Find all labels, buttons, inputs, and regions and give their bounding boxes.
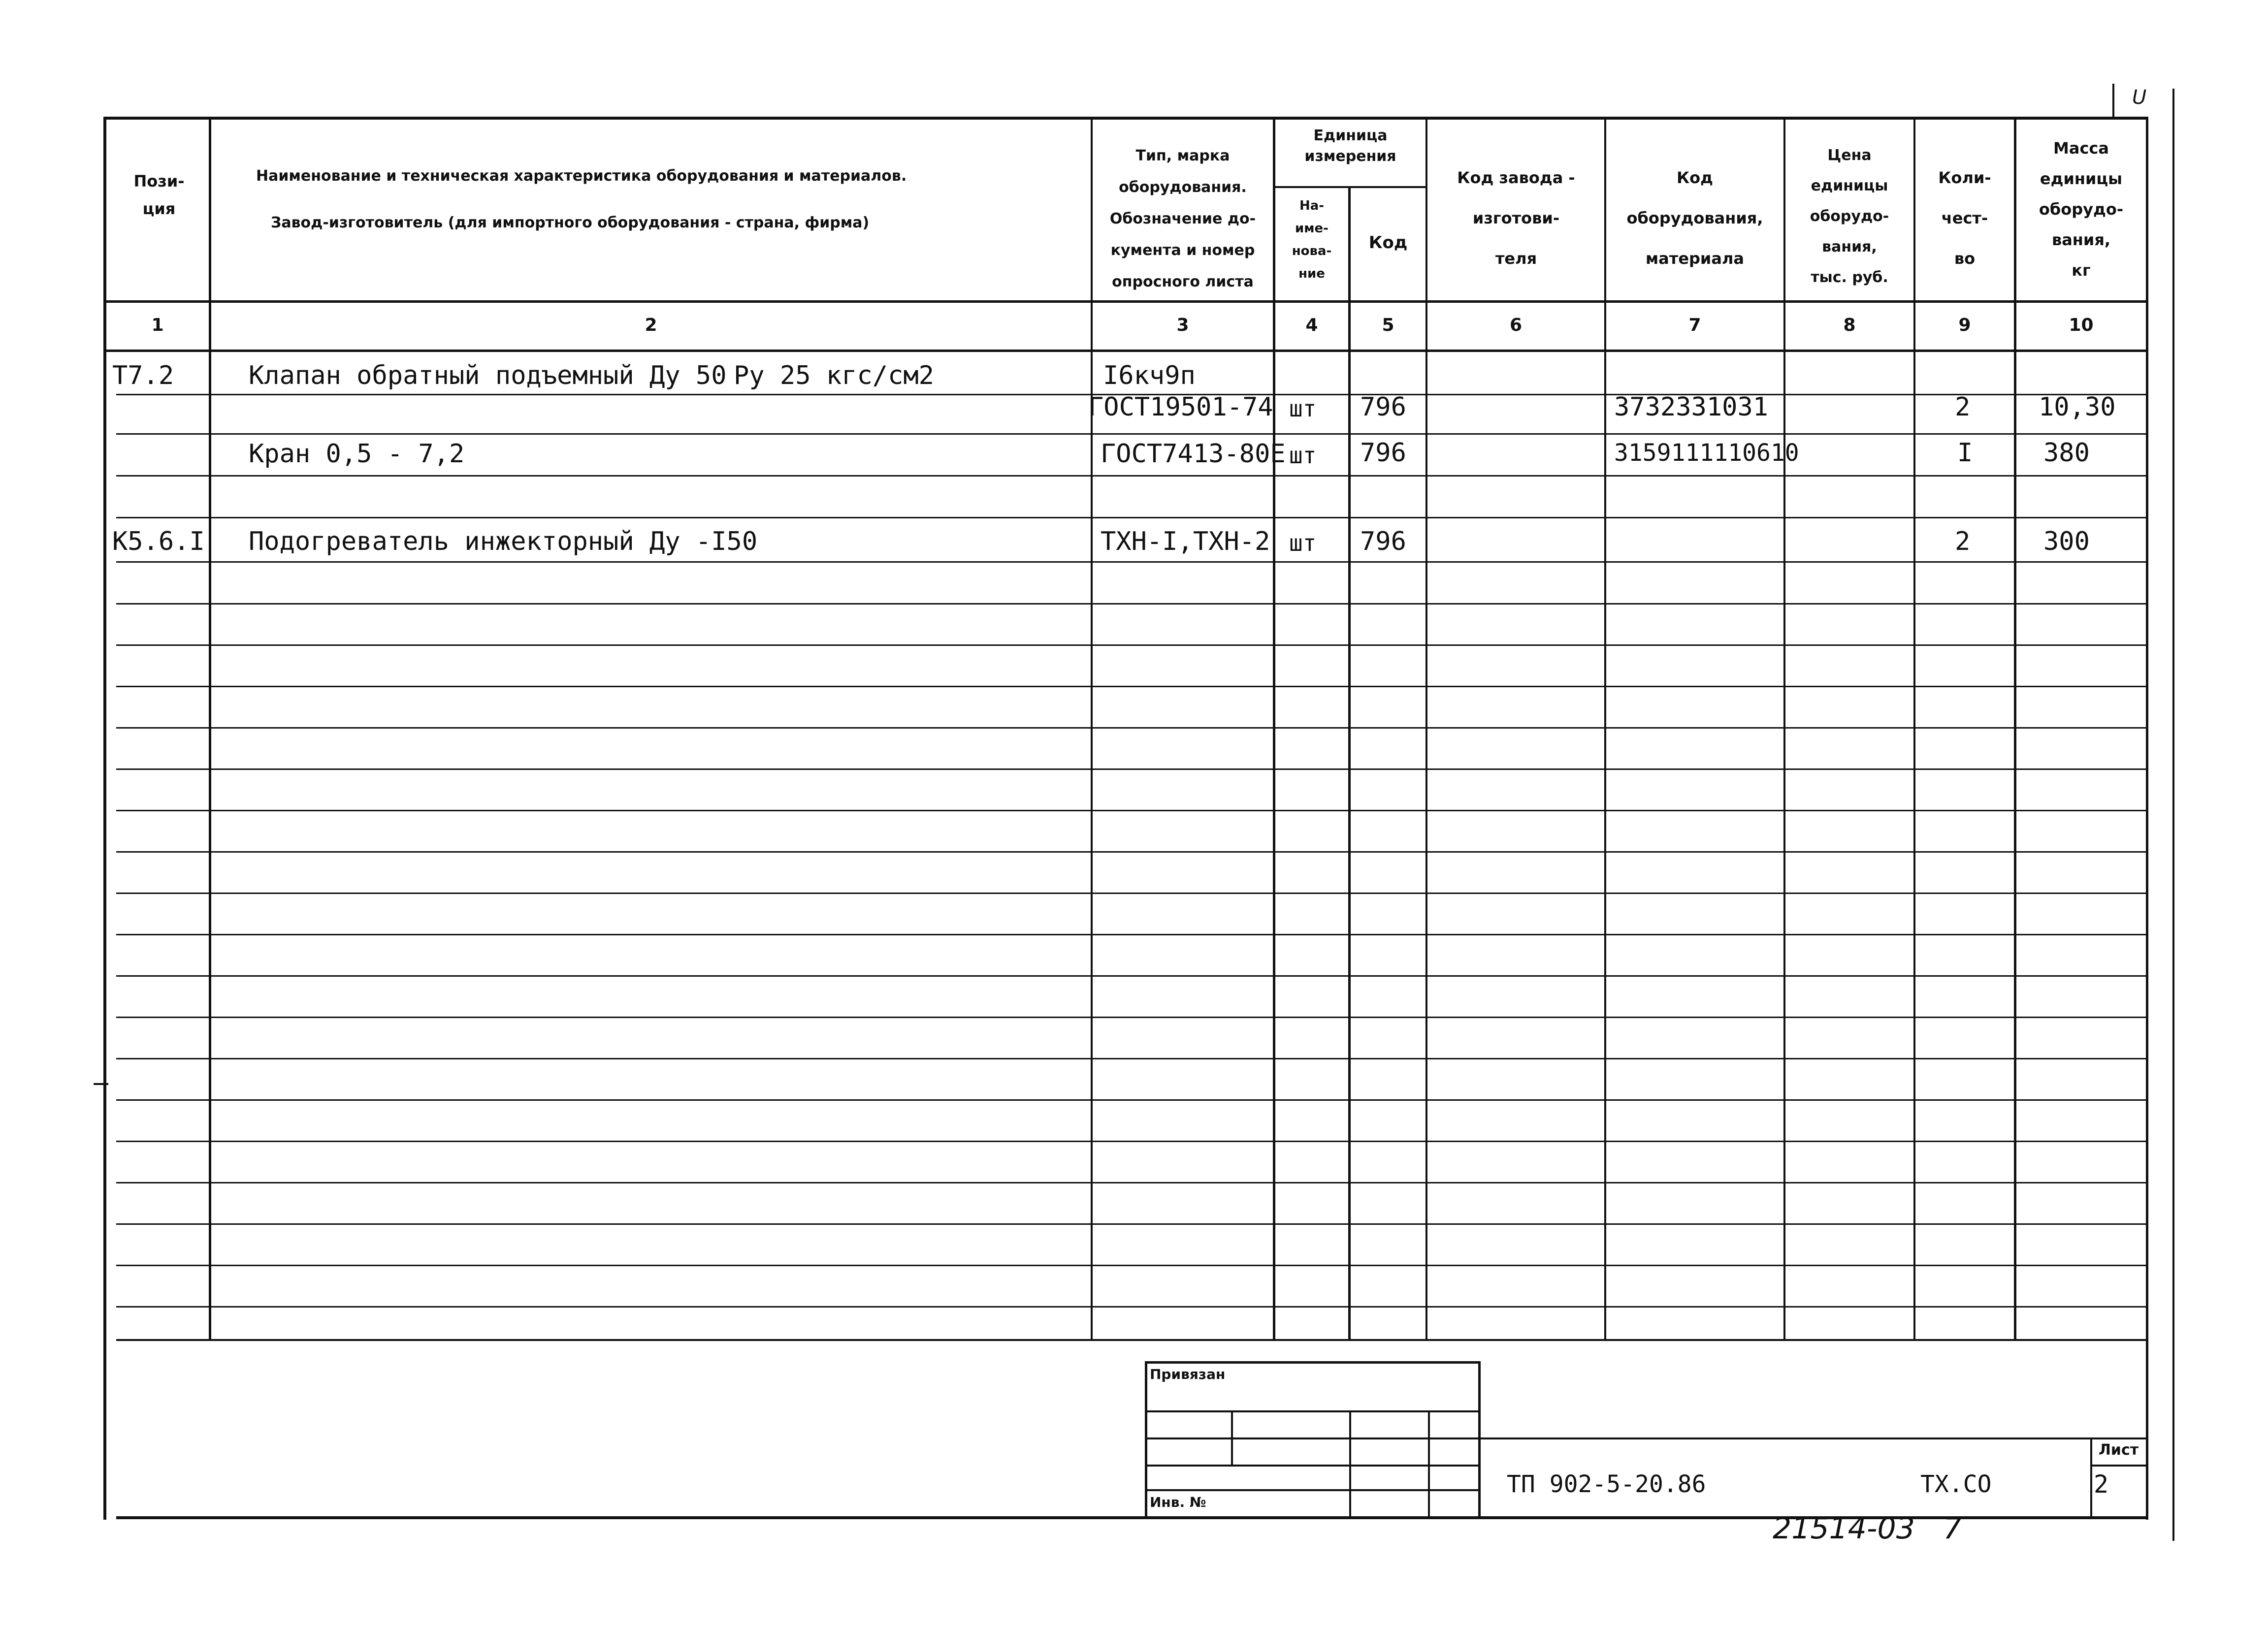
header-unit-code: Код <box>1368 233 1408 253</box>
row-line <box>116 561 2147 563</box>
header-manufacturer-code: Код завода - изготови- теля <box>1457 168 1575 268</box>
row-line <box>116 475 2147 477</box>
row-line <box>116 686 2147 687</box>
header-unit-mass: Масса единицы оборудо- вания, кг <box>2039 139 2124 280</box>
row-mass: 10,30 <box>2039 392 2116 422</box>
row-mass: 300 <box>2043 527 2090 556</box>
row-name: Кран 0,5 - 7,2 <box>249 439 465 469</box>
row-unit: шт <box>1289 395 1317 422</box>
row-name: Подогреватель инжекторный Ду -I50 <box>249 527 758 556</box>
corner-mark: U <box>2132 86 2147 109</box>
row-quantity: 2 <box>1955 392 1971 422</box>
header-name-line2: Завод-изготовитель (для импортного оборудования - страна, фирма) <box>271 214 870 231</box>
row-line <box>116 433 2147 435</box>
row-line <box>116 768 2147 770</box>
row-line <box>116 934 2147 935</box>
header-unit-price: Цена единицы оборудо- вания, тыс. руб. <box>1810 147 1889 286</box>
row-line <box>116 1099 2147 1101</box>
handwritten-number: 21514-03 7 <box>1773 1511 1962 1546</box>
header-equipment-code: Код оборудования, материала <box>1626 168 1763 268</box>
row-type: I6кч9п <box>1103 361 1196 390</box>
right-margin-line <box>2172 89 2174 1541</box>
colnum-2: 2 <box>645 315 657 335</box>
colnum-5: 5 <box>1382 315 1394 335</box>
sheet-number: 2 <box>2094 1470 2109 1499</box>
row-unit-code: 796 <box>1360 438 1406 468</box>
row-line <box>116 727 2147 729</box>
row-line <box>116 810 2147 811</box>
colnum-8: 8 <box>1843 315 1856 335</box>
colnum-7: 7 <box>1688 315 1701 335</box>
row-position: К5.6.I <box>112 527 205 556</box>
row-line <box>116 1182 2147 1183</box>
header-unit-group: Единица измерения <box>1304 127 1396 165</box>
doc-code: ТП 902-5-20.86 <box>1507 1470 1706 1498</box>
row-unit-code: 796 <box>1360 392 1406 422</box>
row-line <box>116 1265 2147 1266</box>
corner-tick <box>2112 84 2114 118</box>
row-line <box>116 851 2147 853</box>
row-equipment-code: 3732331031 <box>1614 392 1769 422</box>
row-quantity: 2 <box>1955 527 1971 556</box>
row-quantity: I <box>1957 438 1973 468</box>
sheet-code: ТХ.СО <box>1920 1470 1992 1498</box>
row-unit-code: 796 <box>1360 527 1406 556</box>
row-unit: шт <box>1289 442 1317 469</box>
row-line <box>116 1306 2147 1308</box>
colnum-3: 3 <box>1176 315 1189 335</box>
row-line <box>116 644 2147 646</box>
row-line <box>116 893 2147 894</box>
row-line <box>116 1141 2147 1142</box>
colnum-1: 1 <box>151 315 164 335</box>
colnum-9: 9 <box>1958 315 1971 335</box>
colnum-4: 4 <box>1305 315 1318 335</box>
header-quantity: Коли- чест- во <box>1938 168 1991 268</box>
colnum-6: 6 <box>1509 315 1523 335</box>
row-name-extra: Ру 25 кгс/см2 <box>734 361 934 390</box>
row-type: ГОСТ19501-74 <box>1088 392 1273 422</box>
margin-tick <box>94 1083 108 1085</box>
row-type: ГОСТ7413-80Е <box>1101 439 1286 469</box>
row-line <box>116 517 2147 518</box>
row-line <box>116 1058 2147 1059</box>
row-line <box>116 1223 2147 1225</box>
row-name: Клапан обратный подъемный Ду 50 <box>249 361 727 390</box>
row-line <box>116 975 2147 977</box>
header-type: Тип, марка оборудования. Обозначение до- кумента и номер опросного листа <box>1109 147 1256 290</box>
row-position: Т7.2 <box>112 361 174 390</box>
row-unit: шт <box>1289 530 1317 556</box>
row-mass: 380 <box>2043 438 2090 468</box>
row-line <box>116 1017 2147 1018</box>
row-type: ТХН-I,ТХН-2 <box>1101 527 1270 556</box>
row-line <box>116 603 2147 605</box>
header-unit-name: На- име- нова- ние <box>1292 198 1332 281</box>
sheet-label: Лист <box>2099 1441 2139 1459</box>
header-position: Пози- ция <box>133 172 185 218</box>
stamp-inventory: Инв. № <box>1150 1494 1206 1510</box>
stamp-privyazan: Привязан <box>1150 1366 1226 1382</box>
header-name-line1: Наименование и техническая характеристика оборудования и материалов. <box>256 167 907 185</box>
colnum-10: 10 <box>2069 315 2094 335</box>
row-equipment-code: 3159111110610 <box>1614 439 1799 467</box>
